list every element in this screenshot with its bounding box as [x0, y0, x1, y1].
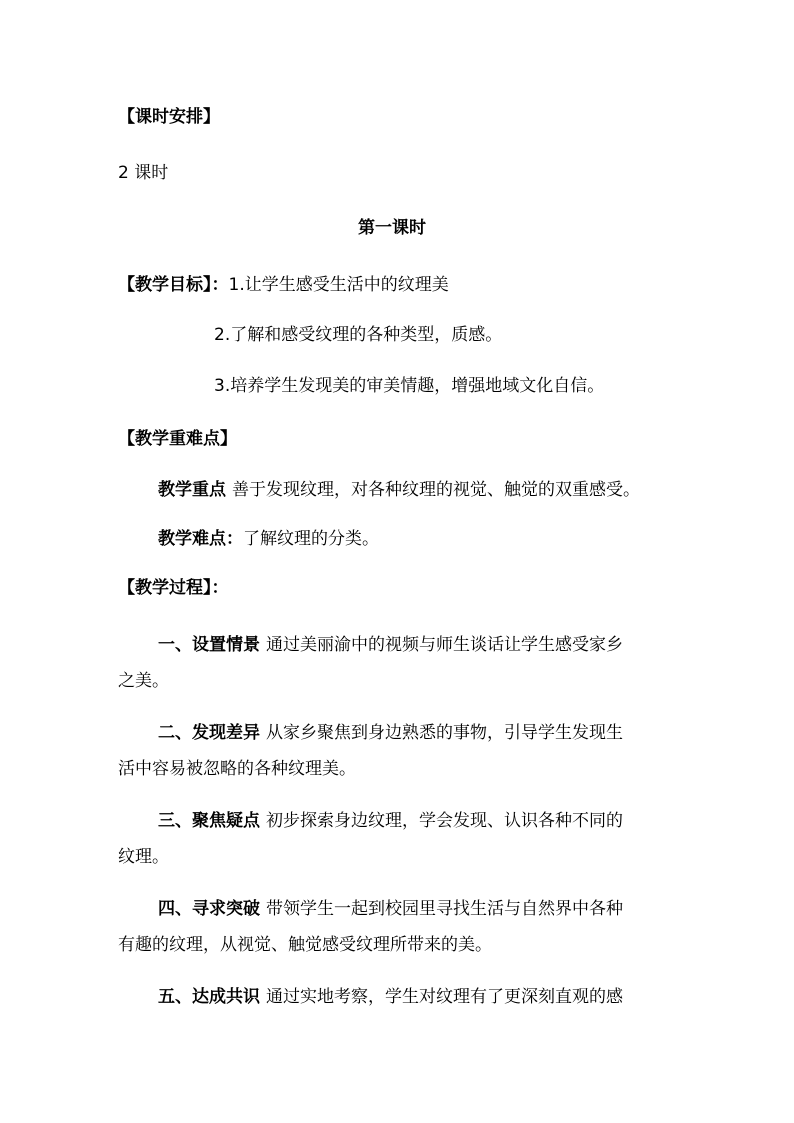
process-step-1-text: 通过美丽渝中的视频与师生谈话让学生感受家乡: [266, 635, 623, 655]
process-step-4-line1: [158, 898, 623, 920]
process-step-5-text: 通过实地考察，学生对纹理有了更深刻直观的感: [266, 987, 623, 1007]
process-heading: 【教学过程】：: [118, 578, 229, 598]
key-point-row: [158, 479, 640, 501]
process-step-4-text: 带领学生一起到校园里寻找生活与自然界中各种: [266, 899, 623, 919]
lesson-title: 第一课时: [358, 218, 426, 238]
schedule-heading: 【课时安排】: [118, 107, 220, 127]
process-step-3-line1: [158, 810, 623, 832]
process-step-3-line2: 纹理。: [118, 847, 169, 867]
process-step-2-text: 从家乡聚焦到身边熟悉的事物，引导学生发现生: [266, 723, 623, 743]
schedule-hours: 2 课时: [118, 163, 169, 183]
objectives-heading: 【教学目标】：: [118, 275, 229, 295]
key-points-heading: 【教学重难点】: [118, 429, 237, 449]
process-step-2-line2: 活中容易被忽略的各种纹理美。: [118, 759, 356, 779]
process-step-1-line1: [158, 634, 623, 656]
process-step-5-line1: [158, 986, 623, 1008]
process-step-2-line1: [158, 722, 623, 744]
objective-item-2: 2.了解和感受纹理的各种类型，质感。: [214, 325, 503, 345]
objectives-row-1: [118, 274, 449, 296]
objective-item-1: 1.让学生感受生活中的纹理美: [228, 275, 449, 295]
process-step-1-line2: 之美。: [118, 671, 169, 691]
process-step-3-label: 三、聚焦疑点: [158, 811, 260, 831]
process-step-3-text: 初步探索身边纹理，学会发现、认识各种不同的: [266, 811, 623, 831]
process-step-4-line2: 有趣的纹理，从视觉、触觉感受纹理所带来的美。: [118, 935, 492, 955]
key-point-text: 善于发现纹理，对各种纹理的视觉、触觉的双重感受。: [232, 480, 640, 500]
key-point-label: 教学重点: [158, 480, 226, 500]
objective-item-3: 3.培养学生发现美的审美情趣，增强地域文化自信。: [214, 376, 605, 396]
difficult-point-text: 了解纹理的分类。: [243, 529, 379, 549]
difficult-point-label: 教学难点：: [158, 529, 243, 549]
process-step-2-label: 二、发现差异: [158, 723, 260, 743]
process-step-4-label: 四、寻求突破: [158, 899, 260, 919]
process-step-5-label: 五、达成共识: [158, 987, 260, 1007]
process-step-1-label: 一、设置情景: [158, 635, 260, 655]
difficult-point-row: [158, 528, 379, 550]
